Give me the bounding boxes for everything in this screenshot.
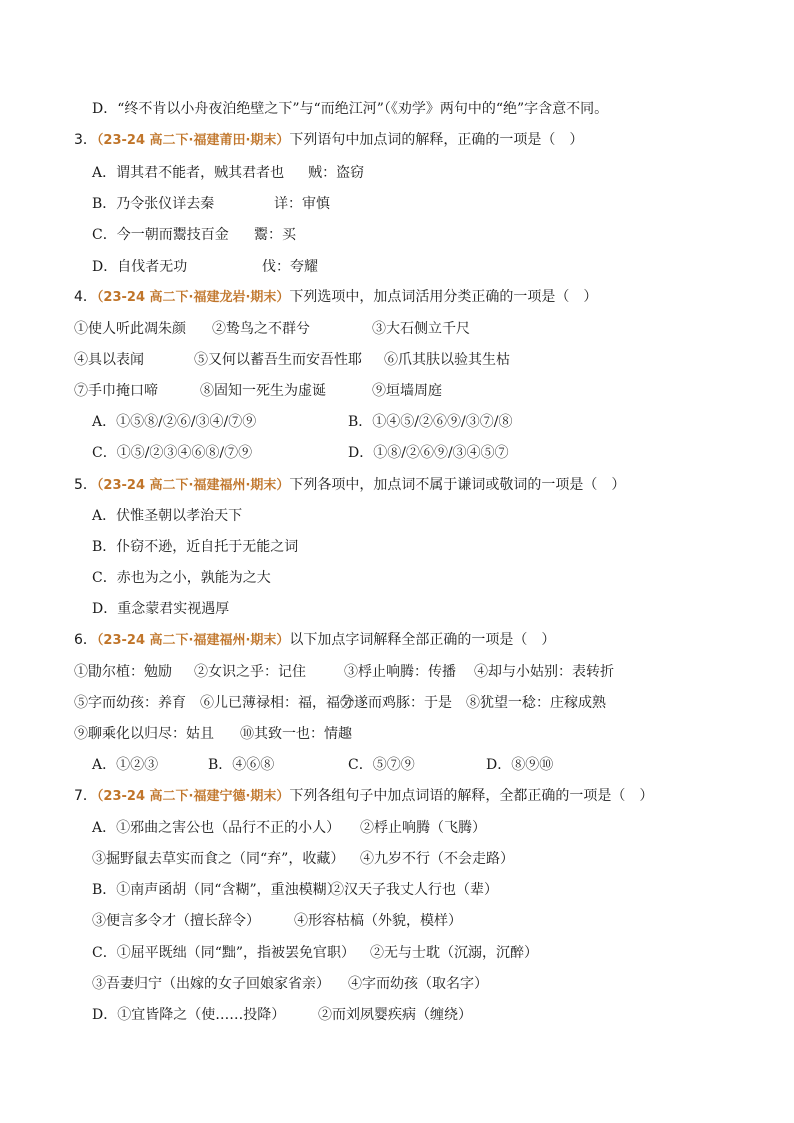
item: ②女识之乎：记住 xyxy=(194,664,306,680)
item: ③桴止响腾：传播 xyxy=(344,664,456,680)
question-source: （23-24 高二下·福建龙岩·期末） xyxy=(96,290,290,305)
question-number: 6． xyxy=(74,632,97,648)
item: ⑧犹望一稔：庄稼成熟 xyxy=(466,695,606,711)
option-line: ④九岁不行（不会走路） xyxy=(360,851,514,867)
option-d: D．重念蒙君实视遇厚 xyxy=(92,601,230,617)
option-d xyxy=(92,257,187,277)
option-c xyxy=(92,225,229,245)
item: ⑤字而幼孩：养育 xyxy=(74,695,186,711)
option-b: B．①④⑤/②⑥⑨/③⑦/⑧ xyxy=(348,414,513,430)
question-number: 7． xyxy=(74,788,97,804)
option-text: A．谓其君不能者，贼其君者也 xyxy=(92,165,285,181)
option-line: ③吾妻归宁（出嫁的女子回娘家省亲） xyxy=(92,976,330,992)
option-c: C．⑤⑦⑨ xyxy=(348,757,415,773)
option-a: A．①⑤⑧/②⑥/③④/⑦⑨ xyxy=(92,414,257,430)
option-a: A．伏惟圣朝以孝治天下 xyxy=(92,508,243,524)
question-number: 3． xyxy=(74,132,97,148)
option-line: ③掘野鼠去草实而食之（同“弃”，收藏） xyxy=(92,851,345,867)
question-text: 下列各项中，加点词不属于谦词或敬词的一项是（ ） xyxy=(289,477,626,493)
item: ①使人听此凋朱颜 xyxy=(74,321,186,337)
item: ⑧固知一死生为虚诞 xyxy=(200,383,326,399)
question-source: （23-24 高二下·福建莆田·期末） xyxy=(96,133,290,148)
item: ⑩其致一也：情趣 xyxy=(240,726,352,742)
option-d: D．⑧⑨⑩ xyxy=(486,757,554,773)
item: ⑤又何以蓄吾生而安吾性耶 xyxy=(194,352,362,368)
option-line: B．①南声函胡（同“含糊”，重浊模糊） xyxy=(92,882,341,898)
item: ④具以表闻 xyxy=(74,352,144,368)
item: ②鸷鸟之不群兮 xyxy=(212,321,310,337)
option-b-gloss: 详：审慎 xyxy=(274,196,330,212)
item: ⑥爪其肤以验其生枯 xyxy=(384,352,510,368)
option-line: ②而刘夙婴疾病（缠绕） xyxy=(318,1007,472,1023)
question-3-stem xyxy=(74,130,583,151)
q2-option-d: D．“终不肯以小舟夜泊绝壁之下”与“而绝江河”（《劝学》两句中的“绝”字含意不同。 xyxy=(92,101,609,117)
option-line: ④形容枯槁（外貌，模样） xyxy=(294,913,462,929)
option-d: D．①⑧/②⑥⑨/③④⑤⑦ xyxy=(348,445,509,461)
question-text: 下列选项中，加点词活用分类正确的一项是（ ） xyxy=(289,289,598,305)
question-source: （23-24 高二下·福建宁德·期末） xyxy=(96,789,290,804)
item: ⑦手巾掩口啼 xyxy=(74,383,158,399)
question-text: 下列语句中加点词的解释，正确的一项是（ ） xyxy=(289,132,584,148)
question-6-stem xyxy=(74,630,555,651)
option-line: D．①宜皆降之（使……投降） xyxy=(92,1007,286,1023)
question-text: 下列各组句子中加点词语的解释，全都正确的一项是（ ） xyxy=(289,788,654,804)
question-number: 4． xyxy=(74,289,97,305)
question-source: （23-24 高二下·福建福州·期末） xyxy=(96,633,290,648)
item: ⑨聊乘化以归尽：姑且 xyxy=(74,726,214,742)
option-line: C．①屈平既绌（同“黜”，指被罢免官职） xyxy=(92,945,356,961)
option-text: D．自伐者无功 xyxy=(92,259,188,275)
option-line: ③便言多令才（擅长辞令） xyxy=(92,913,260,929)
option-gloss: 贼：盗窃 xyxy=(308,165,365,181)
item: ①勖尔植：勉励 xyxy=(74,664,172,680)
option-b: B．④⑥⑧ xyxy=(208,757,275,773)
option-b: B．仆窃不逊，近自托于无能之词 xyxy=(92,539,299,555)
option-a: A．①②③ xyxy=(92,757,159,773)
item: ③大石侧立千尺 xyxy=(372,321,470,337)
option-line: A．①邪曲之害公也（品行不正的小人） xyxy=(92,820,341,836)
option-line: ②桴止响腾（飞腾） xyxy=(360,820,486,836)
option-d-gloss: 伐：夸耀 xyxy=(262,259,318,275)
option-c-gloss: 鬻：买 xyxy=(254,227,296,243)
question-7-stem xyxy=(74,786,653,807)
option-a xyxy=(92,163,364,183)
question-text: 以下加点字词解释全部正确的一项是（ ） xyxy=(289,632,556,648)
option-line: ②无与士耽（沉溺，沉醉） xyxy=(370,945,538,961)
option-text: C．今一朝而鬻技百金 xyxy=(92,227,229,243)
item: ⑦遂而鸡豚：于是 xyxy=(340,695,452,711)
question-4-stem xyxy=(74,287,597,308)
item: ⑥儿已薄禄相：福，福分 xyxy=(200,695,354,711)
item: ④却与小姑别：表转折 xyxy=(474,664,614,680)
option-c: C．①⑤/②③④⑥⑧/⑦⑨ xyxy=(92,445,253,461)
question-number: 5． xyxy=(74,477,97,493)
option-line: ④字而幼孩（取名字） xyxy=(348,976,488,992)
option-text: B．乃令张仪详去秦 xyxy=(92,196,215,212)
question-source: （23-24 高二下·福建福州·期末） xyxy=(96,478,290,493)
option-b xyxy=(92,194,214,214)
item: ⑨垣墙周庭 xyxy=(372,383,442,399)
option-line: ②汉天子我丈人行也（辈） xyxy=(330,882,498,898)
question-5-stem xyxy=(74,475,625,496)
option-c: C．赤也为之小，孰能为之大 xyxy=(92,570,271,586)
